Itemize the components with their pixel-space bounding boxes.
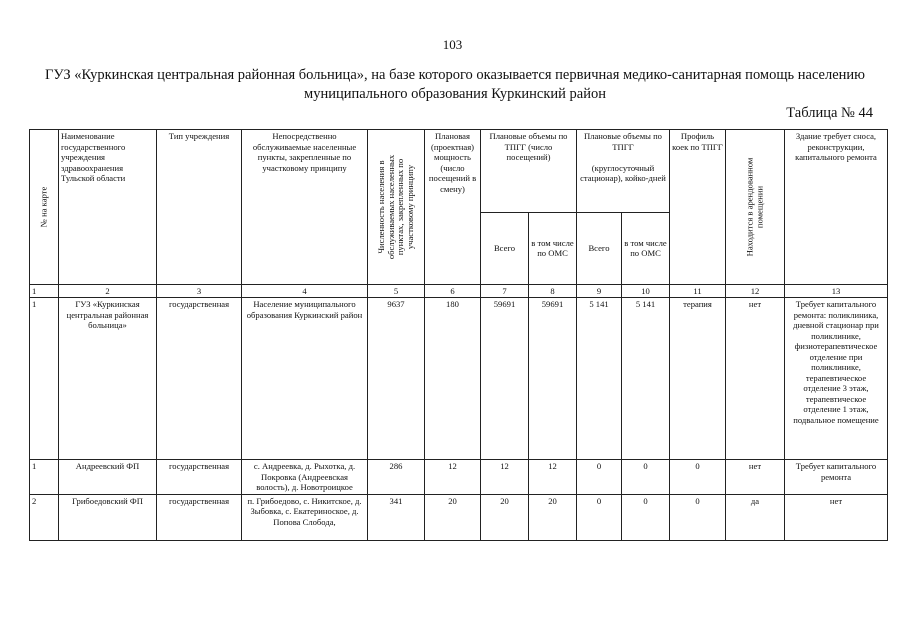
cell-rented: да bbox=[726, 494, 785, 540]
cell-beddays-total: 5 141 bbox=[577, 298, 622, 460]
column-number: 3 bbox=[157, 285, 242, 298]
column-number: 9 bbox=[577, 285, 622, 298]
cell-visits-total: 59691 bbox=[481, 298, 529, 460]
header-capacity: Плановая (проектная) мощность (число посещений в смену) bbox=[425, 130, 481, 285]
header-bed-profile: Профиль коек по ТПГГ bbox=[670, 130, 726, 285]
header-visits-total: Всего bbox=[481, 212, 529, 284]
cell-bed-profile: 0 bbox=[670, 494, 726, 540]
cell-bed-profile: терапия bbox=[670, 298, 726, 460]
cell-institution-name: ГУЗ «Куркинская центральная районная больница» bbox=[59, 298, 157, 460]
column-number: 2 bbox=[59, 285, 157, 298]
cell-institution-name: Андреевский ФП bbox=[59, 460, 157, 495]
cell-rented: нет bbox=[726, 460, 785, 495]
table-row bbox=[30, 460, 888, 495]
header-institution-type: Тип учреждения bbox=[157, 130, 242, 285]
cell-map-number: 1 bbox=[30, 298, 59, 460]
cell-institution-type: государственная bbox=[157, 494, 242, 540]
table-row bbox=[30, 494, 888, 540]
cell-visits-oms: 12 bbox=[529, 460, 577, 495]
cell-bed-profile: 0 bbox=[670, 460, 726, 495]
header-visits-group: Плановые объемы по ТПГГ (число посещений) bbox=[481, 130, 577, 213]
column-number: 5 bbox=[368, 285, 425, 298]
cell-capacity: 180 bbox=[425, 298, 481, 460]
cell-population: 286 bbox=[368, 460, 425, 495]
header-institution-name: Наименование государственного учреждения здравоохранения Тульской области bbox=[59, 130, 157, 285]
column-number: 13 bbox=[785, 285, 888, 298]
cell-map-number: 2 bbox=[30, 494, 59, 540]
cell-institution-type: государственная bbox=[157, 460, 242, 495]
facility-table bbox=[29, 129, 888, 541]
header-beddays-total: Всего bbox=[577, 212, 622, 284]
cell-beddays-total: 0 bbox=[577, 460, 622, 495]
document-title: ГУЗ «Куркинская центральная районная больница», на базе которого оказывается первичная медико-санитарная помощь населению муниципального образования Куркинский район bbox=[44, 67, 866, 102]
cell-population: 341 bbox=[368, 494, 425, 540]
header-repair: Здание требует сноса, реконструкции, капитального ремонта bbox=[785, 130, 888, 285]
column-number: 10 bbox=[622, 285, 670, 298]
table-label: Таблица № 44 bbox=[786, 105, 873, 121]
page-number: 103 bbox=[442, 37, 463, 52]
header-settlements: Непосредственно обслуживаемые населенные пункты, закрепленные по участковому принципу bbox=[242, 130, 368, 285]
cell-repair: нет bbox=[785, 494, 888, 540]
cell-repair: Требует капитального ремонта: поликлиника, дневной стационар при поликлинике, физиотерапевтическое отделение при поликлинике, терапевтическое отделение 3 этаж, терапевтическое отделение 1 этаж, подвальное помещение bbox=[785, 298, 888, 460]
header-row bbox=[30, 130, 888, 213]
column-number: 1 bbox=[30, 285, 59, 298]
column-number-row bbox=[30, 285, 888, 298]
cell-population: 9637 bbox=[368, 298, 425, 460]
cell-beddays-oms: 5 141 bbox=[622, 298, 670, 460]
cell-institution-type: государственная bbox=[157, 298, 242, 460]
cell-visits-total: 12 bbox=[481, 460, 529, 495]
header-population: Численность населения в обслуживаемых населенных пунктах, закрепленных по участковому принципу bbox=[368, 130, 425, 285]
column-number: 12 bbox=[726, 285, 785, 298]
cell-settlements: с. Андреевка, д. Рыхотка, д. Покровка (Андреевская волость), д. Новотроицкое bbox=[242, 460, 368, 495]
column-number: 11 bbox=[670, 285, 726, 298]
cell-beddays-total: 0 bbox=[577, 494, 622, 540]
cell-institution-name: Грибоедовский ФП bbox=[59, 494, 157, 540]
column-number: 4 bbox=[242, 285, 368, 298]
cell-settlements: п. Грибоедово, с. Никитское, д. Зыбовка, с. Екатериноское, д. Попова Слобода, bbox=[242, 494, 368, 540]
header-map-number: № на карте bbox=[30, 130, 59, 285]
cell-rented: нет bbox=[726, 298, 785, 460]
column-number: 7 bbox=[481, 285, 529, 298]
cell-beddays-oms: 0 bbox=[622, 494, 670, 540]
cell-visits-oms: 59691 bbox=[529, 298, 577, 460]
cell-visits-oms: 20 bbox=[529, 494, 577, 540]
header-beddays-group: Плановые объемы по ТПГГ (круглосуточный стационар), койко-дней bbox=[577, 130, 670, 213]
cell-capacity: 20 bbox=[425, 494, 481, 540]
table-row bbox=[30, 298, 888, 460]
header-beddays-oms: в том числе по ОМС bbox=[622, 212, 670, 284]
cell-beddays-oms: 0 bbox=[622, 460, 670, 495]
header-visits-oms: в том числе по ОМС bbox=[529, 212, 577, 284]
header-rented: Находится в арендованном помещении bbox=[726, 130, 785, 285]
column-number: 6 bbox=[425, 285, 481, 298]
cell-capacity: 12 bbox=[425, 460, 481, 495]
column-number: 8 bbox=[529, 285, 577, 298]
cell-settlements: Население муниципального образования Куркинский район bbox=[242, 298, 368, 460]
cell-map-number: 1 bbox=[30, 460, 59, 495]
cell-visits-total: 20 bbox=[481, 494, 529, 540]
cell-repair: Требует капитального ремонта bbox=[785, 460, 888, 495]
